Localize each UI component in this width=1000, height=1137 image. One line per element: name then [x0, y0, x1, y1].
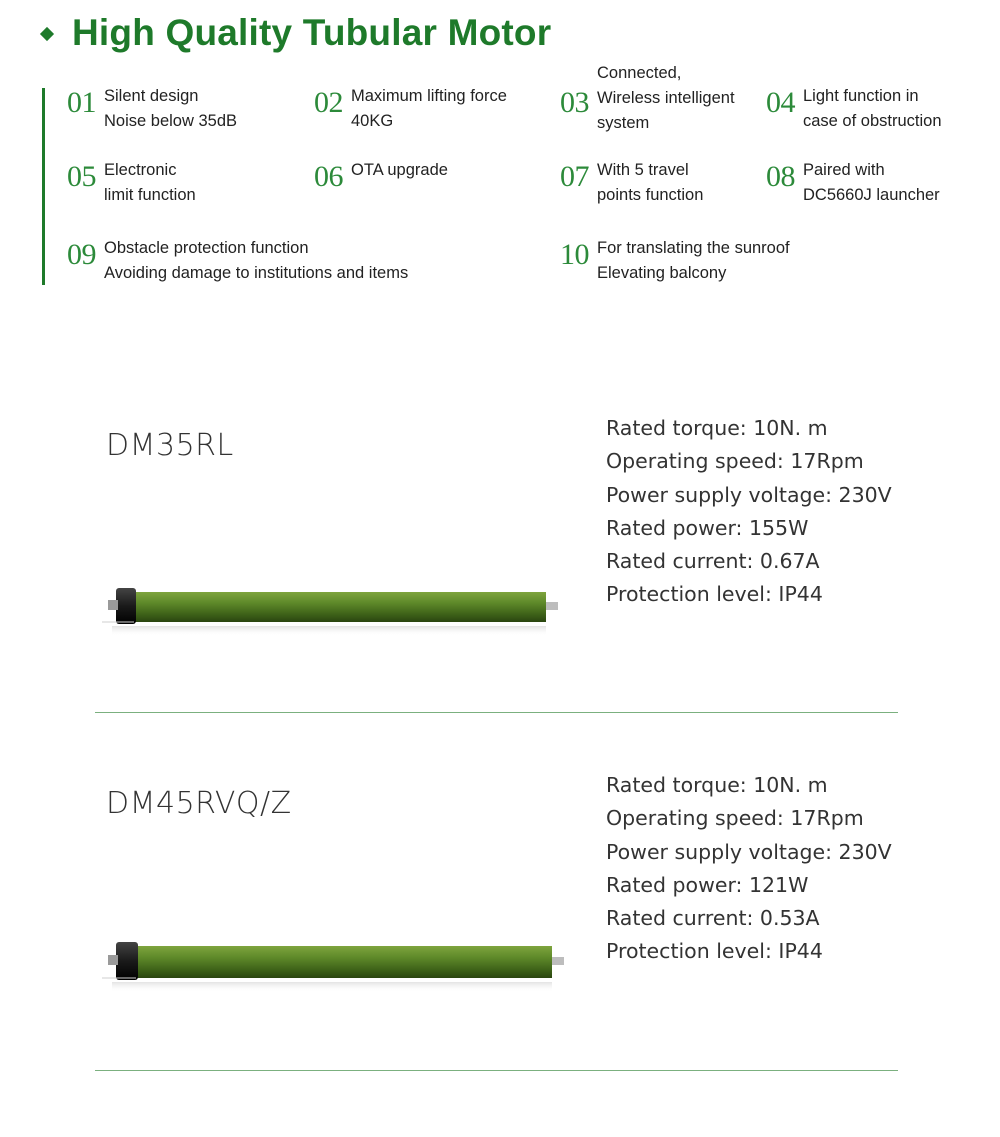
feature-text: [104, 236, 408, 286]
spec-supply-voltage: Power supply voltage: 230V: [606, 839, 892, 864]
feature-line: For translating the sunroof: [597, 239, 790, 257]
feature-text: [351, 158, 448, 183]
motor-head: [116, 588, 136, 624]
feature-04: [766, 84, 942, 134]
motor-tube: [134, 592, 546, 622]
feature-line: OTA upgrade: [351, 161, 448, 179]
tubular-motor-image: [92, 582, 572, 644]
feature-text: [104, 158, 196, 208]
feature-line: Noise below 35dB: [104, 112, 237, 130]
spec-rated-current: Rated current: 0.53A: [606, 906, 820, 931]
feature-line: Paired with: [803, 161, 885, 179]
diamond-bullet-icon: [40, 27, 54, 41]
feature-06: [314, 158, 448, 192]
feature-number: 10: [560, 238, 589, 271]
motor-reflection: [112, 626, 546, 636]
feature-08: [766, 158, 940, 208]
spec-operating-speed: Operating speed: 17Rpm: [606, 806, 864, 831]
motor-connector: [108, 600, 118, 610]
motor-reflection: [112, 982, 552, 992]
motor-shaft: [552, 957, 564, 965]
product-specs: [606, 412, 892, 612]
feature-10: [560, 236, 790, 286]
feature-line: limit function: [104, 186, 196, 204]
feature-text: [803, 84, 942, 134]
feature-number: 07: [560, 160, 589, 193]
motor-tube: [136, 946, 552, 978]
feature-line: Electronic: [104, 161, 177, 179]
spec-supply-voltage: Power supply voltage: 230V: [606, 482, 892, 507]
spec-rated-torque: Rated torque: 10N. m: [606, 773, 828, 797]
feature-line: With 5 travel: [597, 161, 689, 179]
feature-line: Wireless intelligent: [597, 89, 735, 107]
feature-number: 09: [67, 238, 96, 271]
feature-line: points function: [597, 186, 704, 204]
spec-rated-power: Rated power: 121W: [606, 872, 809, 897]
feature-number: 08: [766, 160, 795, 193]
feature-01: [67, 84, 237, 134]
feature-text: [803, 158, 940, 208]
section-divider: [95, 1070, 898, 1071]
spec-rated-current: Rated current: 0.67A: [606, 549, 820, 574]
tubular-motor-image: [92, 936, 582, 998]
features-accent-bar: [42, 88, 45, 285]
page-title: High Quality Tubular Motor: [72, 12, 552, 53]
feature-line: case of obstruction: [803, 112, 942, 130]
spec-protection-level: Protection level: IP44: [606, 939, 823, 964]
feature-line: Avoiding damage to institutions and items: [104, 264, 409, 282]
feature-text: [597, 158, 703, 208]
feature-07: [560, 158, 703, 208]
spec-rated-power: Rated power: 155W: [606, 515, 809, 540]
feature-03: [560, 61, 735, 136]
spec-rated-torque: Rated torque: 10N. m: [606, 416, 828, 440]
feature-line: system: [597, 114, 650, 132]
feature-line: Obstacle protection function: [104, 239, 309, 257]
feature-text: [104, 84, 237, 134]
motor-connector: [108, 955, 118, 965]
feature-05: [67, 158, 196, 208]
feature-line: Elevating balcony: [597, 264, 727, 282]
feature-number: 06: [314, 160, 343, 193]
feature-text: [351, 84, 507, 134]
feature-line: DC5660J launcher: [803, 186, 940, 204]
feature-text: [597, 61, 735, 136]
feature-line: Connected,: [597, 64, 682, 82]
feature-number: 03: [560, 86, 589, 119]
feature-line: Maximum lifting force: [351, 87, 507, 105]
section-divider: [95, 712, 898, 713]
feature-line: 40KG: [351, 112, 394, 130]
motor-shaft: [546, 602, 558, 610]
feature-number: 01: [67, 86, 96, 119]
spec-operating-speed: Operating speed: 17Rpm: [606, 449, 864, 474]
product-model-name: DM45RVQ/Z: [106, 786, 292, 821]
feature-line: Silent design: [104, 87, 199, 105]
feature-02: [314, 84, 507, 134]
feature-line: Light function in: [803, 87, 919, 105]
product-specs: [606, 769, 892, 969]
motor-head: [116, 942, 138, 980]
feature-number: 02: [314, 86, 343, 119]
title-row: [42, 12, 551, 54]
feature-text: [597, 236, 790, 286]
feature-number: 04: [766, 86, 795, 119]
feature-09: [67, 236, 408, 286]
product-model-name: DM35RL: [106, 428, 234, 463]
spec-protection-level: Protection level: IP44: [606, 582, 823, 607]
feature-number: 05: [67, 160, 96, 193]
